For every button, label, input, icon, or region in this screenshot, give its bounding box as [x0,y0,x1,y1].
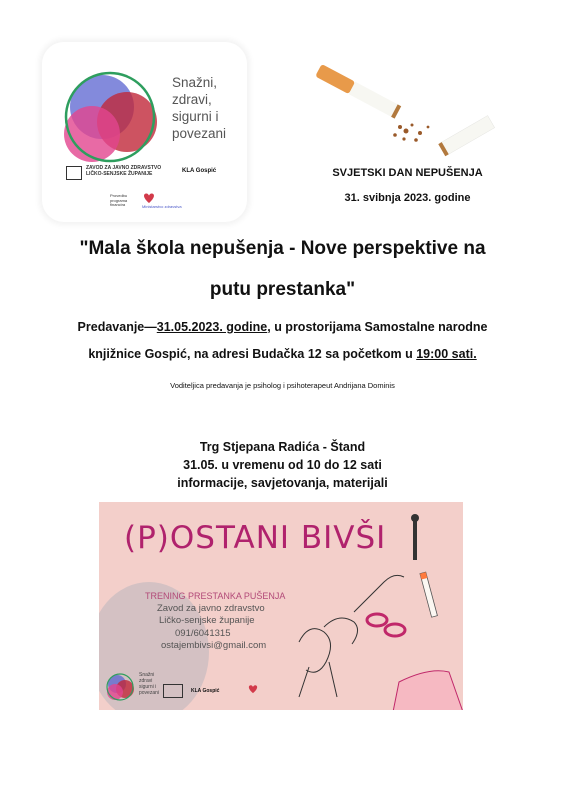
lecture-address: knjižnice Gospić, na adresi Budačka 12 sa početkom u [88,347,417,361]
poster-header: TRENING PRESTANKA PUŠENJA [145,591,286,601]
slogan-line: Snažni, [172,75,218,90]
poster-campaign-logo [103,670,139,704]
poster-title: (P)OSTANI BIVŠI [124,520,387,556]
poster-contact-block [145,590,285,653]
poster-slogan [139,672,159,696]
lecture-location: , u prostorijama Samostalne narodne [267,320,488,334]
quit-smoking-poster [99,502,463,710]
lecture-time: 19:00 sati. [416,347,477,361]
poster-slogan-line: Snažni [139,672,155,678]
lecture-prefix: Predavanje— [77,320,157,334]
institute-building-icon [66,166,82,180]
poster-institute-icon [163,684,183,698]
campaign-circles-logo [52,62,172,172]
no-smoking-day-date: 31. svibnja 2023. godine [344,192,471,204]
stand-location: Trg Stjepana Radića - Štand [199,440,366,454]
campaign-slogan [172,74,252,142]
poster-county-line: Ličko-senjske županije [159,615,255,626]
lecture-info-line-2 [0,347,565,361]
club-name: KLA Gospić [182,168,217,174]
institute-name: ZAVOD ZA JAVNO ZDRAVSTVO LIČKO-SENJSKE ŽUPANIJE [86,165,162,177]
slogan-line: zdravi, [172,92,212,107]
stand-time: 31.05. u vremenu od 10 do 12 sati [183,458,382,472]
slogan-line: povezani [172,126,227,141]
broken-cigarette-image [300,45,515,175]
poster-ministry-heart-icon [247,684,259,694]
poster-phone: 091/6041315 [175,627,231,639]
stand-services: informacije, savjetovanja, materijali [177,476,388,490]
ministry-heart-icon [142,192,156,204]
program-financing-text: Provedbu programa financira [110,193,128,207]
poster-club-name: KLA Gospić [191,688,220,694]
poster-slogan-line: povezani [139,690,160,696]
ministry-name: Ministarstvo zdravstva [142,204,182,209]
campaign-logo-card [42,42,247,222]
poster-email: ostajembivsi@gmail.com [161,640,267,651]
no-smoking-day-title: SVJETSKI DAN NEPUŠENJA [332,167,483,179]
lecture-leader: Voditeljica predavanja je psiholog i psihoterapeut Andrijana Dominis [170,381,395,390]
event-title-line-1: "Mala škola nepušenja - Nove perspektive na [79,238,486,259]
lecture-info-line-1 [0,320,565,334]
poster-slogan-line: zdravi [139,678,153,684]
event-title-line-2: putu prestanka" [209,279,356,300]
poster-institute-line: Zavod za javno zdravstvo [157,602,265,614]
no-smoking-day-card [300,45,515,215]
poster-slogan-line: sigurni i [139,684,157,690]
lecture-date: 31.05.2023. godine [156,320,268,334]
slogan-line: sigurni i [172,109,219,124]
